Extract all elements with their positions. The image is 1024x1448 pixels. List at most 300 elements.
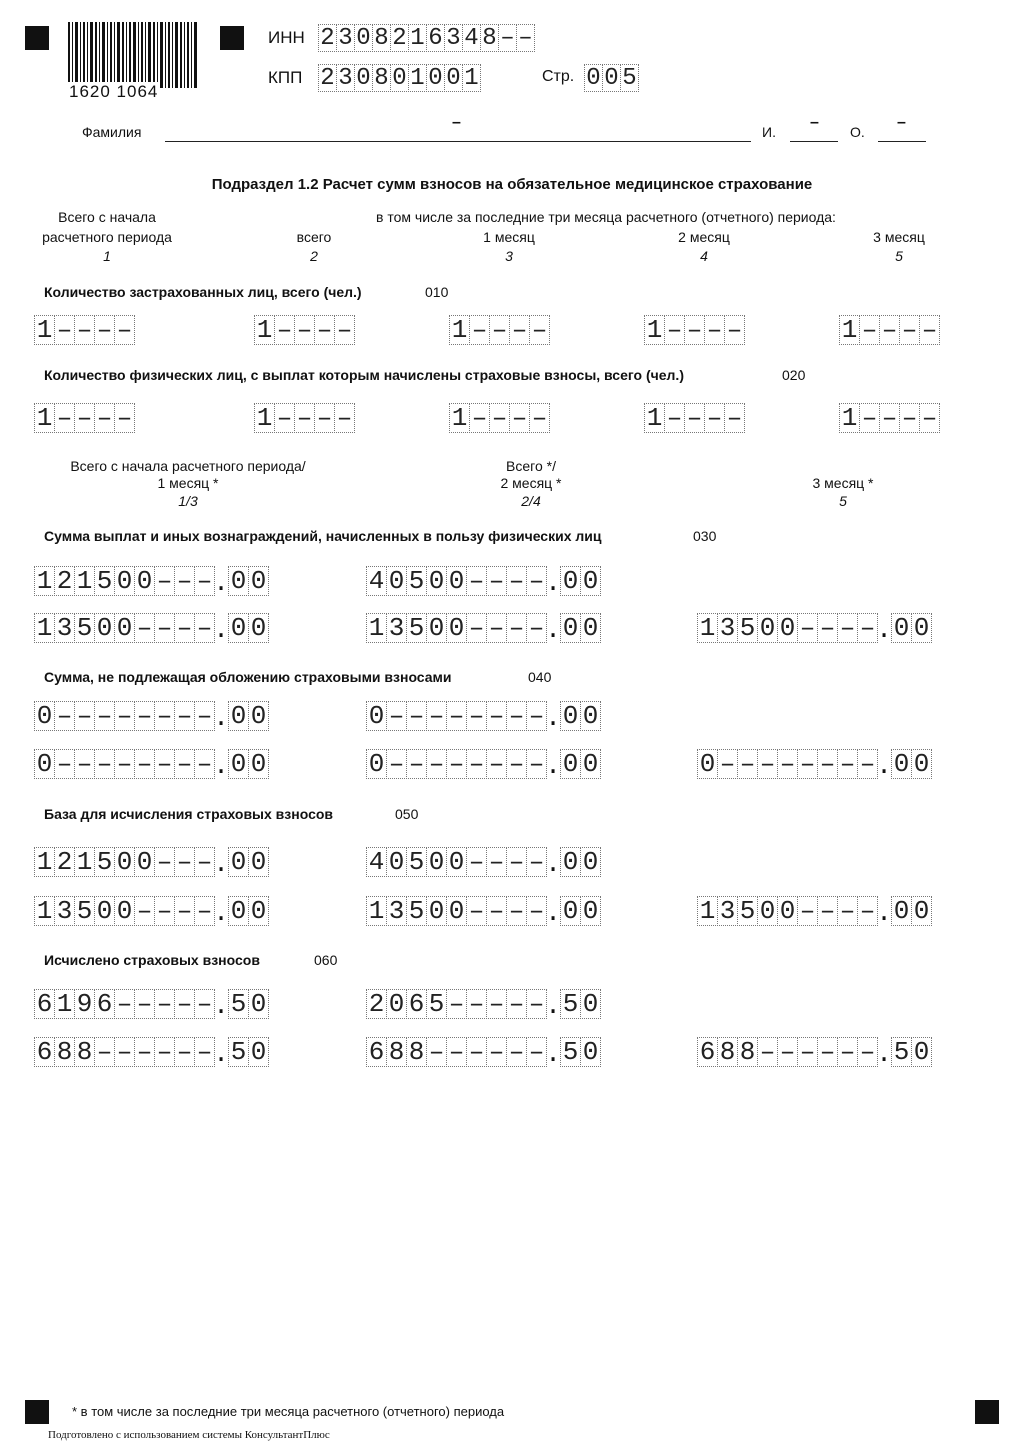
- decimal-point: .: [213, 991, 229, 1021]
- decimal-digit-cell: 0: [228, 749, 249, 779]
- digit-cell: –: [486, 847, 507, 877]
- digit-cell: 6: [34, 1037, 55, 1067]
- digit-cell: –: [489, 403, 510, 433]
- digit-cell: –: [154, 896, 175, 926]
- digit-cell: 1: [254, 403, 275, 433]
- digit-cell: –: [194, 613, 215, 643]
- digit-cell: 1: [462, 64, 481, 92]
- digit-cell: –: [426, 749, 447, 779]
- digit-cell: 2: [318, 24, 337, 52]
- digit-cell: –: [757, 749, 778, 779]
- digit-cell: –: [664, 403, 685, 433]
- colB-header-line1: Всего */: [506, 458, 556, 474]
- digit-cell: –: [426, 701, 447, 731]
- digit-cell: 8: [386, 1037, 407, 1067]
- colC-header-num: 5: [839, 493, 847, 509]
- digit-cell: –: [154, 566, 175, 596]
- col3-header-num: 3: [505, 248, 513, 264]
- digit-cell: 2: [54, 566, 75, 596]
- digit-cell: 9: [74, 989, 95, 1019]
- digit-cell: –: [466, 1037, 487, 1067]
- digit-cell: –: [294, 315, 315, 345]
- row-060-code: 060: [314, 952, 338, 968]
- digit-cell: –: [717, 749, 738, 779]
- digit-cell: –: [817, 749, 838, 779]
- colA-header-line1: Всего с начала расчетного периода/: [70, 458, 306, 474]
- digit-cell: –: [526, 989, 547, 1019]
- digit-cell: 5: [94, 847, 115, 877]
- digit-cell: 5: [74, 896, 95, 926]
- digit-cell: –: [466, 566, 487, 596]
- digit-cell: 0: [134, 847, 155, 877]
- row-040-line2-col3: [697, 749, 931, 779]
- digit-cell: 0: [426, 566, 447, 596]
- digit-cell: 0: [446, 566, 467, 596]
- barcode-number: 1620 1064: [69, 82, 159, 101]
- digit-cell: –: [817, 1037, 838, 1067]
- row-050-line2-col2: [366, 896, 600, 926]
- decimal-point: .: [876, 751, 892, 781]
- barcode-image: [66, 22, 200, 88]
- row-050-label: База для исчисления страховых взносов: [44, 806, 334, 822]
- decimal-digit-cell: 0: [228, 847, 249, 877]
- digit-cell: –: [174, 896, 195, 926]
- row-050-line1-col1: [34, 847, 268, 877]
- digit-cell: –: [294, 403, 315, 433]
- kpp-cells: [318, 64, 480, 92]
- row-030-code: 030: [693, 528, 717, 544]
- digit-cell: –: [154, 989, 175, 1019]
- initial2-value: –: [897, 114, 906, 131]
- decimal-digit-cell: 0: [580, 566, 601, 596]
- digit-cell: –: [406, 701, 427, 731]
- digit-cell: 1: [697, 896, 718, 926]
- decimal-digit-cell: 0: [248, 896, 269, 926]
- digit-cell: 8: [372, 64, 391, 92]
- digit-cell: 6: [34, 989, 55, 1019]
- decimal-digit-cell: 0: [248, 613, 269, 643]
- digit-cell: –: [506, 613, 527, 643]
- digit-cell: 5: [94, 566, 115, 596]
- digit-cell: –: [817, 613, 838, 643]
- digit-cell: –: [526, 847, 547, 877]
- decimal-digit-cell: 0: [580, 847, 601, 877]
- digit-cell: 0: [697, 749, 718, 779]
- section-title: Подраздел 1.2 Расчет сумм взносов на обязательное медицинское страхование: [211, 176, 813, 193]
- page-cells: [584, 64, 638, 92]
- digit-cell: –: [486, 989, 507, 1019]
- digit-cell: –: [837, 613, 858, 643]
- decimal-point: .: [876, 615, 892, 645]
- col5-header: 3 месяц: [873, 229, 925, 245]
- digit-cell: –: [114, 701, 135, 731]
- row-020-col5-cells: [839, 403, 939, 433]
- digit-cell: –: [446, 1037, 467, 1067]
- digit-cell: –: [797, 749, 818, 779]
- decimal-digit-cell: 0: [560, 566, 581, 596]
- digit-cell: 0: [34, 749, 55, 779]
- digit-cell: 0: [134, 566, 155, 596]
- digit-cell: –: [526, 701, 547, 731]
- corner-marker-bottom-left: [25, 1400, 49, 1424]
- digit-cell: –: [919, 315, 940, 345]
- digit-cell: –: [466, 896, 487, 926]
- digit-cell: 2: [366, 989, 387, 1019]
- digit-cell: –: [446, 989, 467, 1019]
- digit-cell: –: [857, 1037, 878, 1067]
- digit-cell: –: [526, 1037, 547, 1067]
- decimal-digit-cell: 0: [248, 847, 269, 877]
- digit-cell: –: [899, 315, 920, 345]
- digit-cell: –: [486, 701, 507, 731]
- decimal-digit-cell: 5: [228, 989, 249, 1019]
- digit-cell: 1: [408, 64, 427, 92]
- row-050-line2-col1: [34, 896, 268, 926]
- digit-cell: 4: [366, 847, 387, 877]
- digit-cell: –: [486, 613, 507, 643]
- digit-cell: 5: [620, 64, 639, 92]
- digit-cell: –: [466, 749, 487, 779]
- digit-cell: 4: [366, 566, 387, 596]
- digit-cell: –: [797, 896, 818, 926]
- decimal-digit-cell: 0: [560, 847, 581, 877]
- initial1-label: И.: [762, 124, 776, 140]
- digit-cell: –: [489, 315, 510, 345]
- digit-cell: –: [114, 749, 135, 779]
- decimal-point: .: [876, 1039, 892, 1069]
- digit-cell: –: [154, 749, 175, 779]
- digit-cell: –: [837, 896, 858, 926]
- digit-cell: –: [194, 749, 215, 779]
- corner-marker-top-left: [25, 26, 49, 50]
- digit-cell: –: [777, 1037, 798, 1067]
- surname-line: [165, 141, 751, 142]
- digit-cell: 0: [426, 847, 447, 877]
- page-label: Стр.: [542, 68, 575, 85]
- digit-cell: –: [74, 315, 95, 345]
- decimal-digit-cell: 0: [248, 749, 269, 779]
- decimal-digit-cell: 5: [228, 1037, 249, 1067]
- row-060-line2-col3: [697, 1037, 931, 1067]
- decimal-digit-cell: 0: [560, 613, 581, 643]
- row-020-col3-cells: [449, 403, 549, 433]
- digit-cell: –: [334, 315, 355, 345]
- decimal-digit-cell: 0: [911, 613, 932, 643]
- digit-cell: –: [857, 613, 878, 643]
- decimal-point: .: [876, 898, 892, 928]
- digit-cell: –: [446, 749, 467, 779]
- decimal-digit-cell: 0: [580, 613, 601, 643]
- digit-cell: –: [154, 613, 175, 643]
- digit-cell: –: [857, 896, 878, 926]
- digit-cell: –: [174, 566, 195, 596]
- digit-cell: 1: [697, 613, 718, 643]
- row-020-col2-cells: [254, 403, 354, 433]
- decimal-point: .: [545, 991, 561, 1021]
- decimal-digit-cell: 5: [891, 1037, 912, 1067]
- digit-cell: 3: [444, 24, 463, 52]
- decimal-digit-cell: 0: [560, 896, 581, 926]
- digit-cell: –: [797, 1037, 818, 1067]
- digit-cell: –: [486, 566, 507, 596]
- digit-cell: –: [777, 749, 798, 779]
- digit-cell: –: [526, 749, 547, 779]
- digit-cell: 3: [386, 896, 407, 926]
- digit-cell: 1: [366, 896, 387, 926]
- digit-cell: 0: [386, 989, 407, 1019]
- digit-cell: –: [704, 403, 725, 433]
- digit-cell: –: [879, 403, 900, 433]
- decimal-point: .: [545, 1039, 561, 1069]
- digit-cell: 0: [584, 64, 603, 92]
- digit-cell: –: [486, 896, 507, 926]
- decimal-digit-cell: 0: [891, 749, 912, 779]
- digit-cell: –: [506, 1037, 527, 1067]
- digit-cell: 3: [717, 613, 738, 643]
- row-030-line1-col1: [34, 566, 268, 596]
- initial1-value: –: [810, 114, 819, 131]
- digit-cell: –: [154, 847, 175, 877]
- decimal-digit-cell: 0: [911, 749, 932, 779]
- decimal-digit-cell: 0: [228, 613, 249, 643]
- col2-header: всего: [296, 229, 332, 245]
- digit-cell: –: [879, 315, 900, 345]
- digit-cell: 0: [426, 613, 447, 643]
- digit-cell: 0: [386, 847, 407, 877]
- row-020-code: 020: [782, 367, 806, 383]
- digit-cell: –: [506, 989, 527, 1019]
- digit-cell: –: [859, 315, 880, 345]
- digit-cell: 8: [737, 1037, 758, 1067]
- digit-cell: 0: [426, 896, 447, 926]
- digit-cell: –: [274, 315, 295, 345]
- row-060-line2-col1: [34, 1037, 268, 1067]
- decimal-point: .: [545, 615, 561, 645]
- digit-cell: –: [704, 315, 725, 345]
- digit-cell: –: [54, 701, 75, 731]
- digit-cell: –: [684, 403, 705, 433]
- digit-cell: –: [386, 701, 407, 731]
- decimal-digit-cell: 0: [248, 701, 269, 731]
- digit-cell: –: [134, 896, 155, 926]
- digit-cell: –: [466, 613, 487, 643]
- decimal-digit-cell: 0: [580, 896, 601, 926]
- digit-cell: 1: [74, 566, 95, 596]
- colB-header-line2: 2 месяц *: [500, 475, 562, 491]
- decimal-point: .: [213, 751, 229, 781]
- digit-cell: –: [154, 701, 175, 731]
- digit-cell: 0: [777, 896, 798, 926]
- digit-cell: 1: [54, 989, 75, 1019]
- row-040-line1-col2: [366, 701, 600, 731]
- digit-cell: 0: [446, 613, 467, 643]
- digit-cell: 1: [74, 847, 95, 877]
- digit-cell: 1: [839, 315, 860, 345]
- digit-cell: –: [737, 749, 758, 779]
- digit-cell: –: [466, 847, 487, 877]
- digit-cell: –: [134, 989, 155, 1019]
- digit-cell: 0: [114, 896, 135, 926]
- row-020-col1-cells: [34, 403, 134, 433]
- row-020-label: Количество физических лиц, с выплат которым начислены страховые взносы, всего (чел.): [44, 367, 684, 383]
- digit-cell: 0: [354, 24, 373, 52]
- row-030-line1-col2: [366, 566, 600, 596]
- decimal-point: .: [213, 1039, 229, 1069]
- digit-cell: –: [406, 749, 427, 779]
- digit-cell: –: [724, 403, 745, 433]
- digit-cell: 8: [74, 1037, 95, 1067]
- digit-cell: 3: [54, 896, 75, 926]
- colC-header-line1: 3 месяц *: [812, 475, 874, 491]
- digit-cell: –: [74, 403, 95, 433]
- row-010-col2-cells: [254, 315, 354, 345]
- decimal-point: .: [545, 898, 561, 928]
- digit-cell: –: [74, 749, 95, 779]
- col1-header-line1: Всего с начала: [58, 209, 156, 225]
- digit-cell: 0: [602, 64, 621, 92]
- digit-cell: 8: [372, 24, 391, 52]
- col4-header-num: 4: [700, 248, 708, 264]
- colA-header-num: 1/3: [178, 493, 198, 509]
- digit-cell: 1: [408, 24, 427, 52]
- digit-cell: 5: [406, 613, 427, 643]
- digit-cell: 0: [390, 64, 409, 92]
- row-060-line1-col1: [34, 989, 268, 1019]
- digit-cell: –: [386, 749, 407, 779]
- row-060-line1-col2: [366, 989, 600, 1019]
- decimal-point: .: [545, 703, 561, 733]
- initial1-line: [790, 141, 838, 142]
- digit-cell: –: [94, 701, 115, 731]
- digit-cell: 6: [697, 1037, 718, 1067]
- digit-cell: –: [174, 701, 195, 731]
- decimal-digit-cell: 0: [891, 896, 912, 926]
- digit-cell: 0: [446, 847, 467, 877]
- digit-cell: –: [857, 749, 878, 779]
- decimal-digit-cell: 0: [248, 566, 269, 596]
- digit-cell: –: [94, 1037, 115, 1067]
- digit-cell: –: [194, 1037, 215, 1067]
- digit-cell: –: [529, 315, 550, 345]
- row-030-line2-col3: [697, 613, 931, 643]
- digit-cell: 0: [777, 613, 798, 643]
- digit-cell: 0: [426, 64, 445, 92]
- row-050-line2-col3: [697, 896, 931, 926]
- corner-marker-top-right: [220, 26, 244, 50]
- digit-cell: –: [114, 989, 135, 1019]
- digit-cell: 5: [406, 896, 427, 926]
- digit-cell: 0: [354, 64, 373, 92]
- digit-cell: –: [114, 403, 135, 433]
- row-030-label: Сумма выплат и иных вознаграждений, начисленных в пользу физических лиц: [44, 528, 602, 544]
- digit-cell: –: [506, 701, 527, 731]
- decimal-point: .: [213, 849, 229, 879]
- initial2-label: О.: [850, 124, 865, 140]
- digit-cell: 6: [406, 989, 427, 1019]
- corner-marker-bottom-right: [975, 1400, 999, 1424]
- digit-cell: –: [526, 896, 547, 926]
- digit-cell: 1: [449, 315, 470, 345]
- digit-cell: –: [334, 403, 355, 433]
- digit-cell: –: [94, 315, 115, 345]
- surname-label: Фамилия: [82, 124, 142, 140]
- decimal-digit-cell: 0: [560, 701, 581, 731]
- initial2-line: [878, 141, 926, 142]
- digit-cell: 5: [737, 613, 758, 643]
- digit-cell: –: [54, 749, 75, 779]
- digit-cell: –: [134, 749, 155, 779]
- digit-cell: 0: [386, 566, 407, 596]
- digit-cell: 0: [94, 613, 115, 643]
- row-050-line1-col2: [366, 847, 600, 877]
- decimal-digit-cell: 0: [228, 896, 249, 926]
- digit-cell: –: [134, 701, 155, 731]
- digit-cell: –: [134, 613, 155, 643]
- digit-cell: 2: [390, 24, 409, 52]
- digit-cell: 0: [446, 896, 467, 926]
- decimal-point: .: [545, 568, 561, 598]
- digit-cell: –: [469, 403, 490, 433]
- digit-cell: 1: [644, 315, 665, 345]
- row-020-col4-cells: [644, 403, 744, 433]
- digit-cell: 0: [114, 566, 135, 596]
- digit-cell: 0: [94, 896, 115, 926]
- digit-cell: –: [94, 749, 115, 779]
- col3-header: 1 месяц: [483, 229, 535, 245]
- digit-cell: –: [446, 701, 467, 731]
- digit-cell: 0: [34, 701, 55, 731]
- surname-value: –: [452, 114, 461, 131]
- digit-cell: 5: [406, 566, 427, 596]
- decimal-point: .: [545, 751, 561, 781]
- digit-cell: 0: [114, 613, 135, 643]
- digit-cell: 6: [426, 24, 445, 52]
- row-030-line2-col1: [34, 613, 268, 643]
- digit-cell: 8: [480, 24, 499, 52]
- digit-cell: –: [526, 566, 547, 596]
- digit-cell: –: [54, 315, 75, 345]
- row-050-code: 050: [395, 806, 419, 822]
- digit-cell: –: [516, 24, 535, 52]
- digit-cell: –: [899, 403, 920, 433]
- digit-cell: 6: [94, 989, 115, 1019]
- decimal-point: .: [213, 703, 229, 733]
- digit-cell: –: [194, 566, 215, 596]
- decimal-digit-cell: 0: [228, 566, 249, 596]
- row-010-label: Количество застрахованных лиц, всего (чел.): [44, 284, 362, 300]
- digit-cell: –: [724, 315, 745, 345]
- prepared-by: Подготовлено с использованием системы КонсультантПлюс: [48, 1429, 330, 1441]
- digit-cell: –: [314, 403, 335, 433]
- digit-cell: –: [506, 749, 527, 779]
- digit-cell: –: [859, 403, 880, 433]
- digit-cell: –: [174, 613, 195, 643]
- digit-cell: 3: [336, 24, 355, 52]
- row-060-line2-col2: [366, 1037, 600, 1067]
- digit-cell: –: [174, 749, 195, 779]
- digit-cell: –: [466, 701, 487, 731]
- digit-cell: 8: [54, 1037, 75, 1067]
- digit-cell: –: [506, 896, 527, 926]
- digit-cell: 5: [406, 847, 427, 877]
- digit-cell: 0: [366, 749, 387, 779]
- digit-cell: –: [174, 1037, 195, 1067]
- colA-header-line2: 1 месяц *: [157, 475, 219, 491]
- digit-cell: 6: [366, 1037, 387, 1067]
- colB-header-num: 2/4: [521, 493, 541, 509]
- row-040-line2-col2: [366, 749, 600, 779]
- digit-cell: –: [509, 403, 530, 433]
